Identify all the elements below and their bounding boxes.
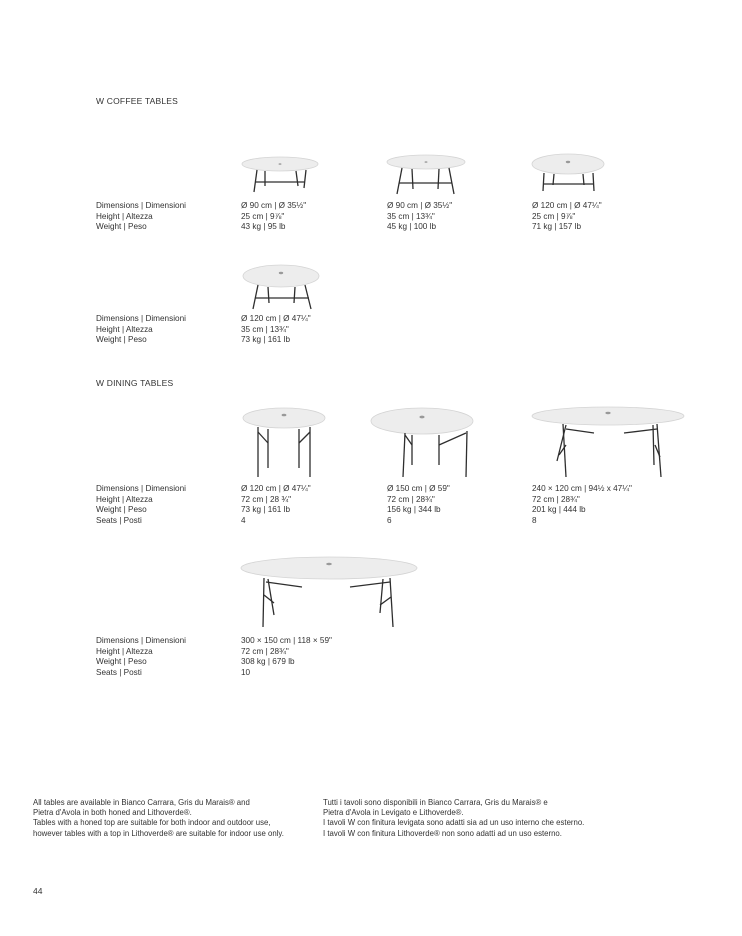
footnote-line: I tavoli W con finitura Lithoverde® non sono adatti ad un uso esterno. xyxy=(323,828,562,838)
spec-height: 72 cm | 28 ¾" xyxy=(241,494,292,504)
spec-height: 35 cm | 13¾" xyxy=(387,211,435,221)
footnote-english xyxy=(33,798,284,839)
spec-height: 72 cm | 28¾" xyxy=(387,494,435,504)
spec-weight: 156 kg | 344 lb xyxy=(387,505,441,515)
dining-table-1-specs xyxy=(241,484,311,526)
spec-height: 25 cm | 9⅞" xyxy=(532,211,576,221)
spec-height: 35 cm | 13¾" xyxy=(241,324,289,334)
footnote-line: however tables with a top in Lithoverde® are suitable for indoor use only. xyxy=(33,828,284,838)
coffee-table-4-specs xyxy=(241,314,311,346)
spec-dimensions: 300 × 150 cm | 118 × 59" xyxy=(241,636,332,645)
footnote-line: I tavoli W con finitura levigata sono adatti sia ad un uso interno che esterno. xyxy=(323,818,585,828)
coffee-row1-labels xyxy=(96,201,186,233)
dining-table-2-image xyxy=(368,405,478,480)
label-dimensions: Dimensions | Dimensioni xyxy=(96,484,186,493)
coffee-section-title: W COFFEE TABLES xyxy=(96,96,179,106)
dining-table-4-image xyxy=(238,555,423,630)
spec-dimensions: Ø 150 cm | Ø 59" xyxy=(387,484,450,493)
spec-seats: 4 xyxy=(241,515,246,525)
spec-weight: 71 kg | 157 lb xyxy=(532,222,582,232)
spec-seats: 10 xyxy=(241,667,251,677)
spec-weight: 73 kg | 161 lb xyxy=(241,505,291,515)
dining-table-1-image xyxy=(238,405,328,480)
label-weight: Weight | Peso xyxy=(96,222,147,232)
spec-weight: 308 kg | 679 lb xyxy=(241,657,295,667)
spec-weight: 45 kg | 100 lb xyxy=(387,222,437,232)
coffee-table-4-image xyxy=(240,262,325,312)
label-height: Height | Altezza xyxy=(96,211,153,221)
label-height: Height | Altezza xyxy=(96,646,153,656)
dining-table-3-image xyxy=(529,405,689,480)
label-dimensions: Dimensions | Dimensioni xyxy=(96,314,186,323)
coffee-table-1-specs xyxy=(241,201,306,233)
label-seats: Seats | Posti xyxy=(96,515,142,525)
footnote-line: Tables with a honed top are suitable for both indoor and outdoor use, xyxy=(33,818,271,828)
label-seats: Seats | Posti xyxy=(96,667,142,677)
label-dimensions: Dimensions | Dimensioni xyxy=(96,636,186,645)
spec-dimensions: Ø 120 cm | Ø 47¼" xyxy=(241,314,311,323)
coffee-row2-labels xyxy=(96,314,186,346)
dining-table-4-specs xyxy=(241,636,332,678)
spec-weight: 43 kg | 95 lb xyxy=(241,222,286,232)
footnote-line: Pietra d'Avola in Levigato e Lithoverde®. xyxy=(323,808,464,818)
spec-dimensions: Ø 90 cm | Ø 35½" xyxy=(241,201,307,210)
spec-seats: 6 xyxy=(387,515,392,525)
dining-row2-labels xyxy=(96,636,186,678)
footnote-line: Pietra d'Avola in both honed and Lithoverde®. xyxy=(33,808,192,818)
footnote-italian xyxy=(323,798,584,839)
spec-dimensions: Ø 120 cm | Ø 47¼" xyxy=(241,484,311,493)
coffee-table-2-specs xyxy=(387,201,452,233)
spec-dimensions: Ø 90 cm | Ø 35½" xyxy=(387,201,453,210)
dining-section-title: W DINING TABLES xyxy=(96,378,174,388)
spec-weight: 73 kg | 161 lb xyxy=(241,335,291,345)
label-height: Height | Altezza xyxy=(96,324,153,334)
spec-height: 72 cm | 28¾" xyxy=(532,494,580,504)
label-weight: Weight | Peso xyxy=(96,657,147,667)
label-dimensions: Dimensions | Dimensioni xyxy=(96,201,186,210)
spec-height: 25 cm | 9⅞" xyxy=(241,211,285,221)
dining-table-2-specs xyxy=(387,484,450,526)
label-height: Height | Altezza xyxy=(96,494,153,504)
dining-row1-labels xyxy=(96,484,186,526)
spec-seats: 8 xyxy=(532,515,537,525)
coffee-table-1-image xyxy=(238,155,328,195)
dining-table-3-specs xyxy=(532,484,632,526)
spec-dimensions: Ø 120 cm | Ø 47¼" xyxy=(532,201,602,210)
spec-height: 72 cm | 28¾" xyxy=(241,646,289,656)
spec-weight: 201 kg | 444 lb xyxy=(532,505,586,515)
coffee-table-3-image xyxy=(527,152,617,194)
label-weight: Weight | Peso xyxy=(96,505,147,515)
footnote-line: All tables are available in Bianco Carrara, Gris du Marais® and xyxy=(33,798,250,807)
spec-dimensions: 240 × 120 cm | 94½ x 47¼" xyxy=(532,484,632,493)
coffee-table-2-image xyxy=(382,153,472,198)
footnote-line: Tutti i tavoli sono disponibili in Bianco Carrara, Gris du Marais® e xyxy=(323,798,548,807)
page-number: 44 xyxy=(33,886,43,896)
label-weight: Weight | Peso xyxy=(96,335,147,345)
coffee-table-3-specs xyxy=(532,201,602,233)
